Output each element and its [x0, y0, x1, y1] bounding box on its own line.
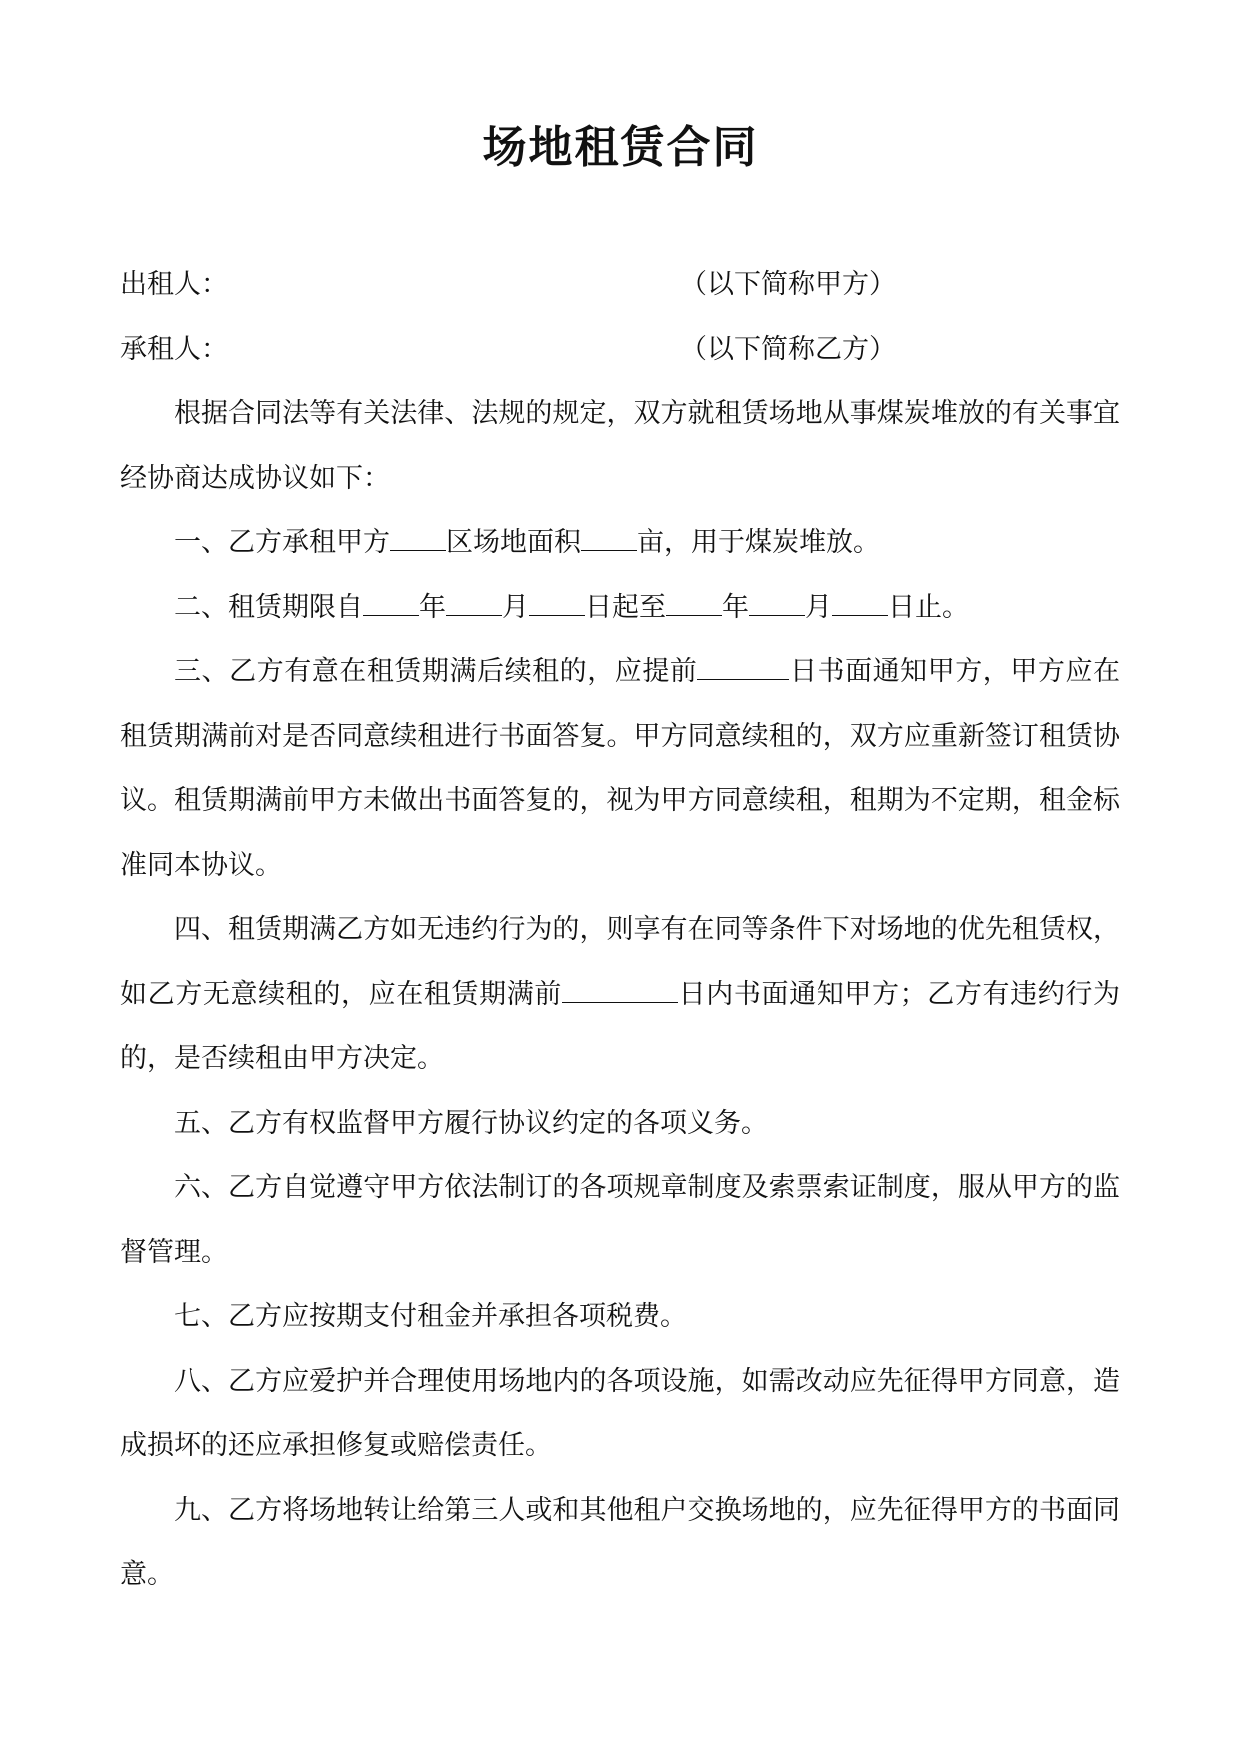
blank-field[interactable]	[666, 614, 722, 616]
clause-2	[120, 576, 1120, 641]
lessor-note: （以下简称甲方）	[680, 269, 896, 300]
blank-field[interactable]	[529, 614, 585, 616]
clause-1-text-b: 区场地面积	[446, 527, 581, 558]
clause-2-year-2: 年	[722, 591, 749, 623]
lessee-line	[120, 318, 1120, 383]
document-body	[120, 253, 1120, 1608]
clause-2-text-a: 二、租赁期限自	[174, 591, 363, 623]
document-title: 场地租赁合同	[482, 122, 759, 173]
preamble: 根据合同法等有关法律、法规的规定，双方就租赁场地从事煤炭堆放的有关事宜经协商达成协议如下：	[120, 398, 1120, 494]
clause-1-text-a: 一、乙方承租甲方	[174, 527, 390, 558]
lessee-label: 承租人：	[120, 333, 228, 365]
blank-field[interactable]	[697, 678, 789, 680]
clause-3-text-a: 三、乙方有意在租赁期满后续租的，应提前	[174, 656, 698, 687]
clause-2-day-start: 日起至	[585, 591, 666, 623]
lessor-label: 出租人：	[120, 269, 228, 300]
lessor-line	[120, 253, 1120, 318]
blank-field[interactable]	[363, 614, 419, 616]
blank-field[interactable]	[749, 614, 805, 616]
clause-2-day-end: 日止。	[888, 591, 969, 623]
clause-7: 七、乙方应按期支付租金并承担各项税费。	[174, 1301, 687, 1332]
clause-4-text-a: 四、租赁期满乙方如无违约行为的，则享有在同等条件下对场地的优先租赁权，如乙方无意续租的，应在租赁期满前	[120, 914, 1120, 1010]
clause-5: 五、乙方有权监督甲方履行协议约定的各项义务。	[174, 1107, 768, 1139]
clause-1	[120, 511, 1120, 576]
blank-field[interactable]	[446, 614, 502, 616]
clause-3	[120, 640, 1120, 898]
clause-9: 九、乙方将场地转让给第三人或和其他租户交换场地的，应先征得甲方的书面同意。	[120, 1494, 1120, 1590]
clause-2-month: 月	[502, 591, 529, 623]
clause-2-year: 年	[419, 591, 446, 623]
clause-2-month-2: 月	[805, 591, 832, 623]
clause-4-text-b: 日内书面通知甲方；乙方有违约行为的，是否续租由甲方决定。	[120, 978, 1120, 1074]
blank-field[interactable]	[562, 1001, 678, 1003]
lessee-note: （以下简称乙方）	[680, 333, 896, 365]
blank-field[interactable]	[390, 549, 446, 551]
clause-4	[120, 898, 1120, 1092]
clause-8: 八、乙方应爱护并合理使用场地内的各项设施，如需改动应先征得甲方同意，造成损坏的还应承担修复或赔偿责任。	[120, 1365, 1120, 1461]
clause-3-text-b: 日书面通知甲方，甲方应在租赁期满前对是否同意续租进行书面答复。甲方同意续租的，双方应重新签订租赁协议。租赁期满前甲方未做出书面答复的，视为甲方同意续租，租期为不定期，租金标准同本协议。	[120, 656, 1121, 881]
blank-field[interactable]	[832, 614, 888, 616]
clause-6: 六、乙方自觉遵守甲方依法制订的各项规章制度及索票索证制度，服从甲方的监督管理。	[120, 1172, 1120, 1268]
blank-field[interactable]	[581, 549, 637, 551]
clause-1-text-c: 亩，用于煤炭堆放。	[637, 527, 880, 558]
